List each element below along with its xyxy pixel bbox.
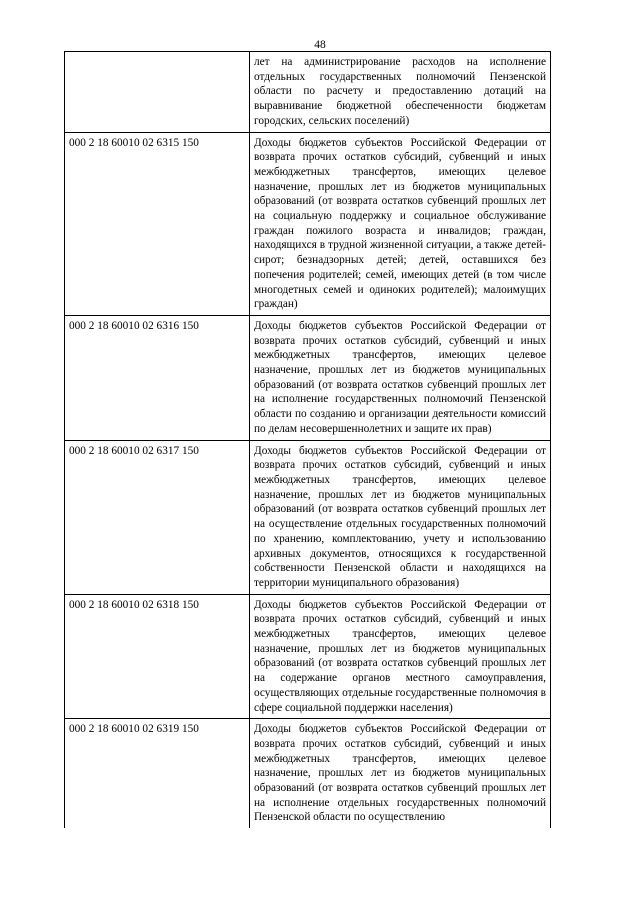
- classification-code: 000 2 18 60010 02 6317 150: [65, 440, 250, 594]
- income-description: Доходы бюджетов субъектов Российской Федерации от возврата прочих остатков субсидий, субвенций и иных межбюджетных трансфертов, имеющих целевое назначение, прошлых лет из бюджетов муниципальных образований (от возврата остатков субвенций прошлых лет на социальную поддержку и социальное обслуживание граждан пожилого возраста и инвалидов; граждан, находящихся в трудной жизненной ситуации, а также детей-сирот; безнадзорных детей; детей, оставшихся без попечения родителей; семей, имеющих детей (в том числе многодетных семей и одиноких родителей); малоимущих граждан): [250, 132, 551, 315]
- table-row: [65, 132, 551, 315]
- page-number: 48: [314, 39, 326, 51]
- income-description: Доходы бюджетов субъектов Российской Федерации от возврата прочих остатков субсидий, субвенций и иных межбюджетных трансфертов, имеющих целевое назначение, прошлых лет из бюджетов муниципальных образований (от возврата остатков субвенций прошлых лет на осуществление отдельных государственных полномочий по хранению, комплектованию, учету и использованию архивных документов, относящихся к государственной собственности Пензенской области и находящихся на территории муниципального образования): [250, 440, 551, 594]
- classification-code: 000 2 18 60010 02 6316 150: [65, 315, 250, 440]
- table-row: [65, 52, 551, 133]
- income-description: Доходы бюджетов субъектов Российской Федерации от возврата прочих остатков субсидий, субвенций и иных межбюджетных трансфертов, имеющих целевое назначение, прошлых лет из бюджетов муниципальных образований (от возврата остатков субвенций прошлых лет на исполнение государственных полномочий Пензенской области по созданию и организации деятельности комиссий по делам несовершеннолетних и защите их прав): [250, 315, 551, 440]
- classification-code: 000 2 18 60010 02 6318 150: [65, 594, 250, 719]
- table-row: [65, 315, 551, 440]
- income-description: Доходы бюджетов субъектов Российской Федерации от возврата прочих остатков субсидий, субвенций и иных межбюджетных трансфертов, имеющих целевое назначение, прошлых лет из бюджетов муниципальных образований (от возврата остатков субвенций прошлых лет на содержание органов местного самоуправления, осуществляющих отдельные государственные полномочия в сфере социальной поддержки населения): [250, 594, 551, 719]
- classification-code: [65, 52, 250, 133]
- table-row: [65, 719, 551, 828]
- income-description: Доходы бюджетов субъектов Российской Федерации от возврата прочих остатков субсидий, субвенций и иных межбюджетных трансфертов, имеющих целевое назначение, прошлых лет из бюджетов муниципальных образований (от возврата остатков субвенций прошлых лет на исполнение отдельных государственных полномочий Пензенской области по осуществлению: [250, 719, 551, 828]
- classification-code: 000 2 18 60010 02 6315 150: [65, 132, 250, 315]
- income-description: лет на администрирование расходов на исполнение отдельных государственных полномочий Пензенской области по расчету и предоставлению дотаций на выравнивание бюджетной обеспеченности бюджетам городских, сельских поселений): [250, 52, 551, 133]
- table-row: [65, 440, 551, 594]
- budget-classification-table: [64, 51, 551, 828]
- classification-code: 000 2 18 60010 02 6319 150: [65, 719, 250, 828]
- table-row: [65, 594, 551, 719]
